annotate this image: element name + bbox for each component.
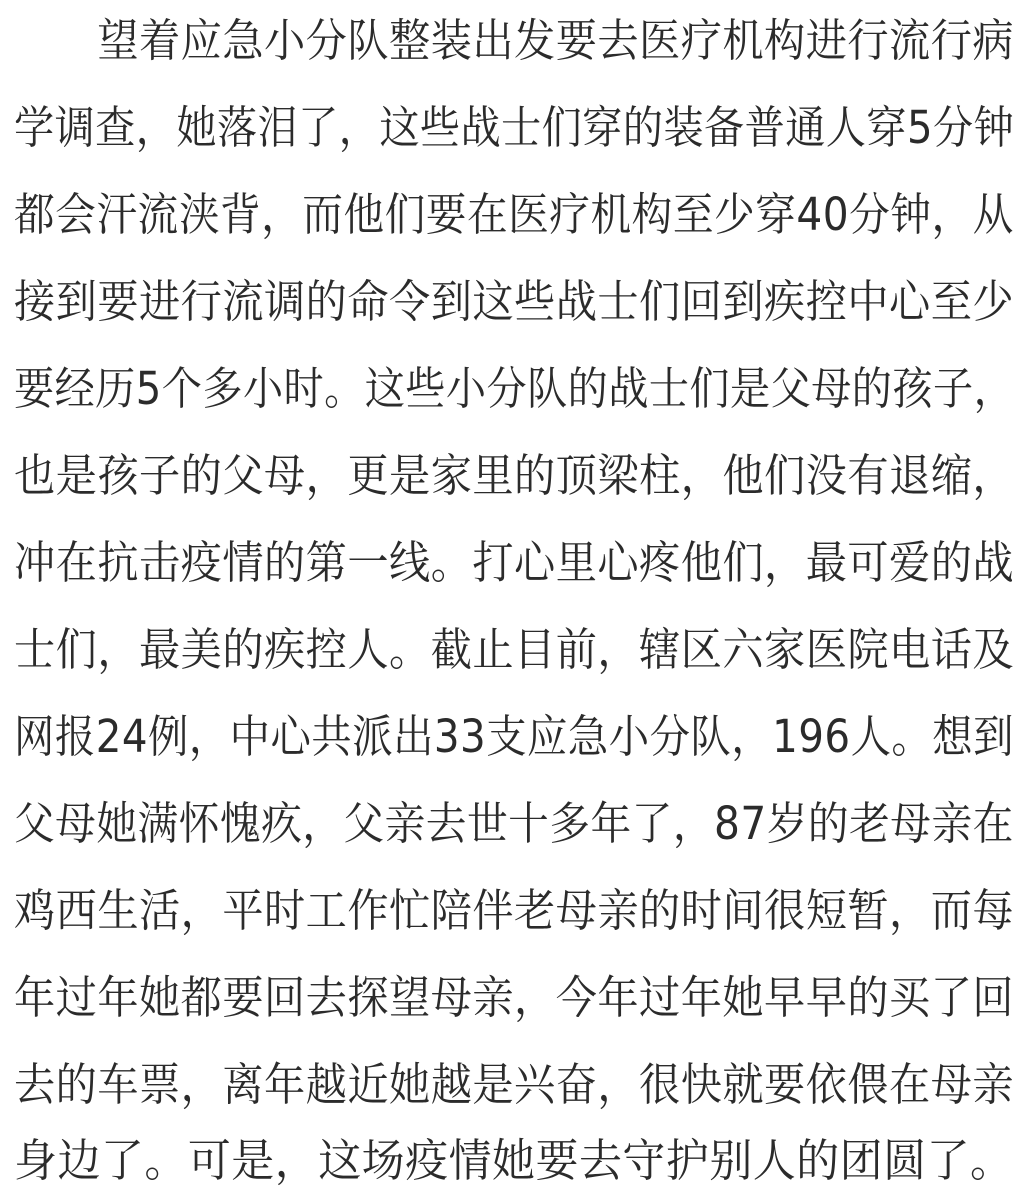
paragraph-line: 网报24例，中心共派出33支应急小分队，196人。想到 (14, 710, 1014, 763)
paragraph-line: 去的车票，离年越近她越是兴奋，很快就要依偎在母亲 (14, 1058, 1015, 1111)
paragraph-line: 士们，最美的疾控人。截止目前，辖区六家医院电话及 (14, 623, 1015, 676)
paragraph-line: 也是孩子的父母，更是家里的顶梁柱，他们没有退缩， (14, 449, 1015, 502)
paragraph-line: 望着应急小分队整装出发要去医疗机构进行流行病 (14, 14, 1015, 67)
paragraph-line: 学调查，她落泪了，这些战士们穿的装备普通人穿5分钟 (14, 101, 1015, 154)
paragraph-line: 身边了。可是，这场疫情她要去守护别人的团圆了。 (14, 1134, 1014, 1187)
paragraph-line: 要经历5个多小时。这些小分队的战士们是父母的孩子， (14, 362, 1015, 415)
paragraph-line: 年过年她都要回去探望母亲，今年过年她早早的买了回 (14, 971, 1015, 1024)
paragraph-line: 都会汗流浃背，而他们要在医疗机构至少穿40分钟，从 (14, 188, 1014, 241)
paragraph-line: 接到要进行流调的命令到这些战士们回到疾控中心至少 (14, 275, 1015, 328)
paragraph-line: 父母她满怀愧疚，父亲去世十多年了，87岁的老母亲在 (14, 797, 1014, 850)
paragraph-line: 冲在抗击疫情的第一线。打心里心疼他们，最可爱的战 (14, 536, 1015, 589)
paragraph-line: 鸡西生活，平时工作忙陪伴老母亲的时间很短暂，而每 (14, 884, 1015, 937)
